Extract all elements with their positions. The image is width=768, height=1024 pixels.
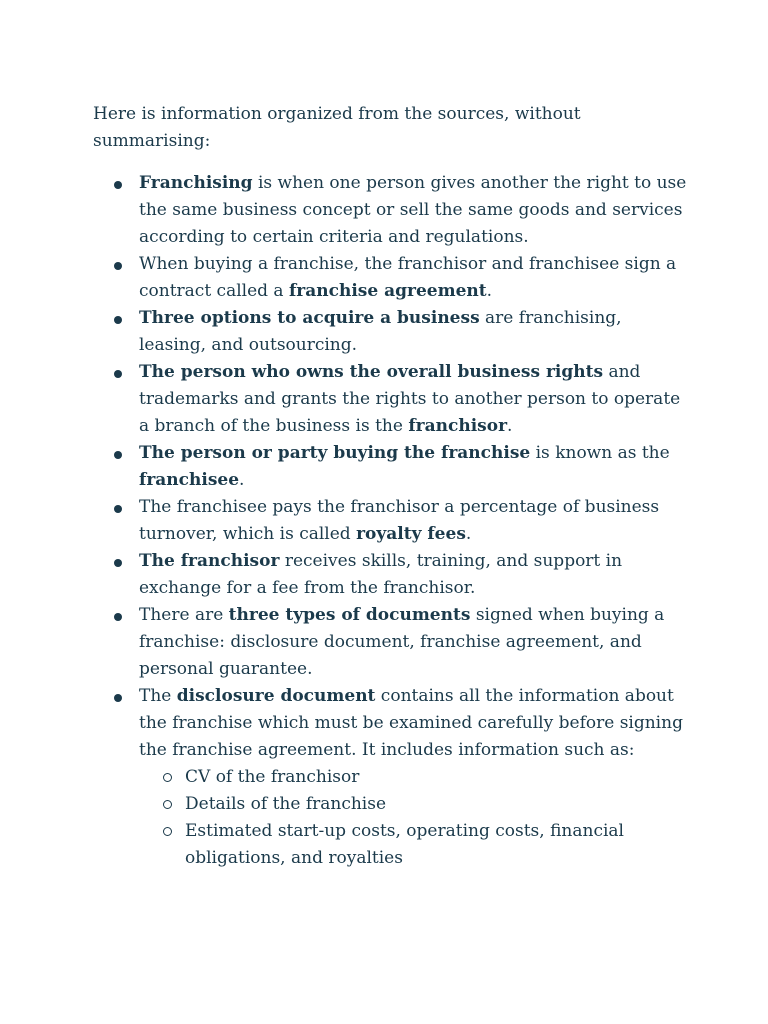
bullet-icon	[114, 694, 122, 702]
list-text: is known as the	[530, 443, 670, 463]
sub-list-text: Details of the franchise	[185, 794, 387, 814]
bold-term: franchisor	[408, 416, 508, 436]
sub-list-text: Estimated start-up costs, operating costs, financial obligations, and royalties	[185, 821, 624, 868]
list-text: .	[239, 470, 245, 490]
sub-list-item	[185, 764, 688, 791]
bold-term: Franchising	[139, 173, 253, 193]
intro-paragraph: Here is information organized from the sources, without summarising:	[93, 104, 581, 151]
bold-term: The person or party buying the franchise	[139, 443, 531, 463]
bold-term: franchise agreement	[288, 281, 487, 301]
list-text: is when one person gives another the right to use the same business concept or sell the same goods and services according to certain criteria and regulations.	[139, 173, 687, 247]
list-item	[139, 548, 688, 602]
bullet-icon	[114, 613, 122, 621]
list-text: and trademarks and grants the rights to another person to operate a branch of the business is the	[139, 362, 681, 436]
list-item	[139, 440, 688, 494]
list-text: signed when buying a franchise: disclosure document, franchise agreement, and personal guarantee.	[139, 605, 665, 679]
list-text: There are	[139, 605, 229, 625]
bullet-icon	[114, 316, 122, 324]
list-item	[139, 170, 688, 251]
bold-term: disclosure document	[176, 686, 376, 706]
bullet-icon	[114, 262, 122, 270]
bullet-list	[93, 170, 688, 872]
bullet-icon	[114, 370, 122, 378]
bold-term: Three options to acquire a business	[139, 308, 480, 328]
bold-term: three types of documents	[228, 605, 471, 625]
bold-term: franchisee	[139, 470, 240, 490]
list-item	[139, 359, 688, 440]
list-item	[139, 602, 688, 683]
bold-term: The franchisor	[139, 551, 280, 571]
sub-list-item	[185, 818, 688, 872]
list-text: The	[139, 686, 177, 706]
list-item	[139, 305, 688, 359]
sub-list-item	[185, 791, 688, 818]
hollow-bullet-icon	[163, 827, 172, 836]
bullet-icon	[114, 181, 122, 189]
hollow-bullet-icon	[163, 773, 172, 782]
hollow-bullet-icon	[163, 800, 172, 809]
list-text: .	[486, 281, 493, 301]
sub-bullet-list	[139, 764, 688, 872]
bullet-icon	[114, 559, 122, 567]
list-text: contains all the information about the franchise which must be examined carefully before signing the franchise agreement. It includes information such as:	[139, 686, 683, 760]
bold-term: The person who owns the overall business rights	[139, 362, 604, 382]
list-text: receives skills, training, and support in exchange for a fee from the franchisor.	[139, 551, 623, 598]
list-text: The franchisee pays the franchisor a percentage of business turnover, which is called	[139, 497, 660, 544]
list-text: .	[507, 416, 513, 436]
list-item	[139, 494, 688, 548]
list-text: are franchising, leasing, and outsourcing.	[139, 308, 622, 355]
bullet-icon	[114, 451, 122, 459]
list-text: .	[465, 524, 472, 544]
list-item	[139, 251, 688, 305]
list-item	[139, 683, 688, 872]
list-text: When buying a franchise, the franchisor and franchisee sign a contract called a	[139, 254, 677, 301]
sub-list-text: CV of the franchisor	[185, 767, 360, 787]
bold-term: royalty fees	[356, 524, 466, 544]
bullet-icon	[114, 505, 122, 513]
